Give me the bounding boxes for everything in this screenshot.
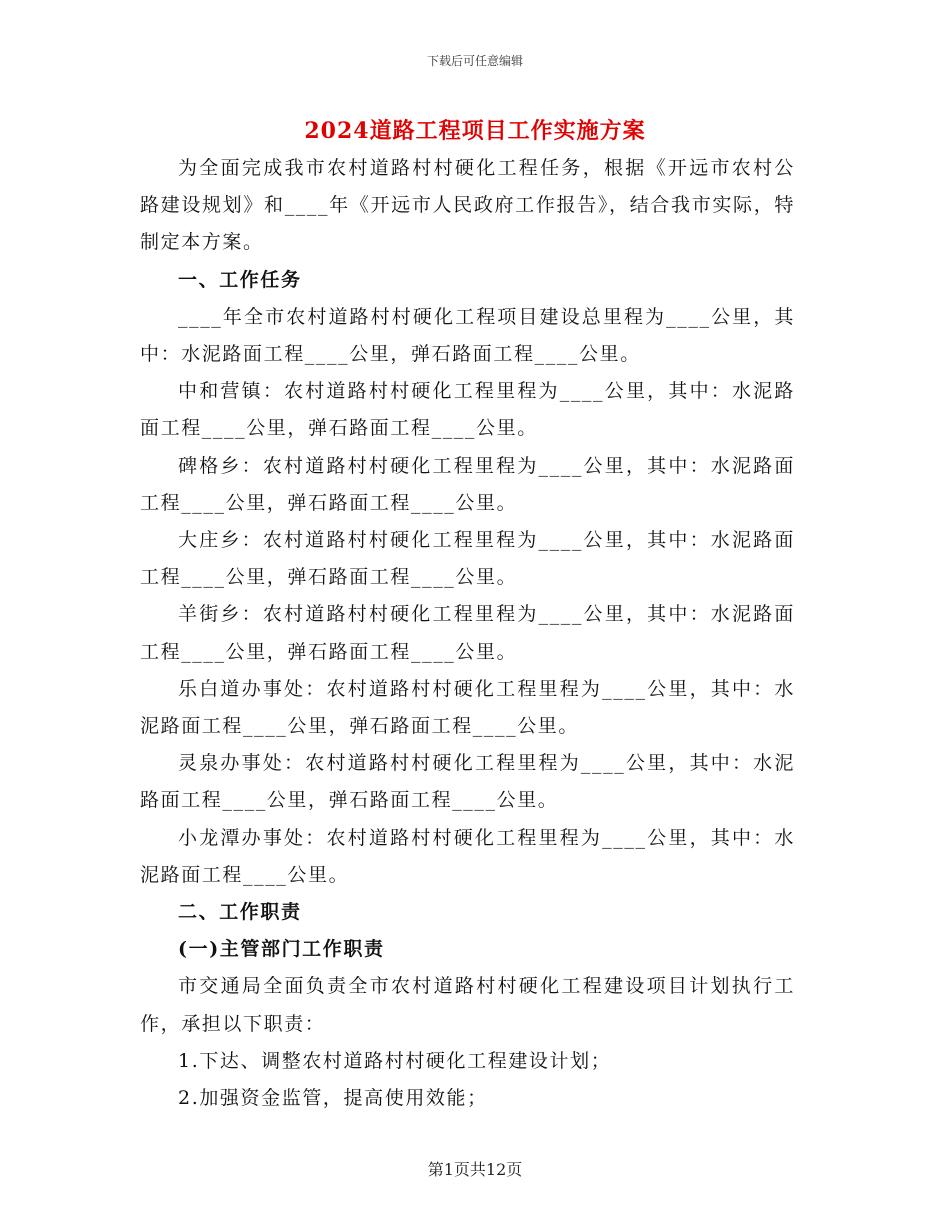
paragraph-total-mileage: ____年全市农村道路村村硬化工程项目建设总里程为____公里，其中：水泥路面工程____公里，弹石路面工程____公里。 (140, 305, 795, 366)
section-heading-tasks: 一、工作任务 (178, 268, 302, 291)
document-title: 2024道路工程项目工作实施方案 (304, 118, 646, 144)
paragraph-zhongheying: 中和营镇：农村道路村村硬化工程里程为____公里，其中：水泥路面工程____公里，弹石路面工程____公里。 (140, 380, 795, 440)
list-item-2: 2.加强资金监管，提高使用效能； (178, 1087, 488, 1110)
list-item-1: 1.下达、调整农村道路村村硬化工程建设计划； (178, 1049, 612, 1072)
paragraph-lebaidao: 乐白道办事处：农村道路村村硬化工程里程为____公里，其中：水泥路面工程____公里，弹石路面工程____公里。 (140, 677, 795, 738)
paragraph-transport-bureau: 市交通局全面负责全市农村道路村村硬化工程建设项目计划执行工作，承担以下职责： (140, 975, 795, 1035)
paragraph-xiaolongtan: 小龙潭办事处：农村道路村村硬化工程里程为____公里，其中：水泥路面工程____公里。 (140, 826, 795, 886)
paragraph-dazhuang: 大庄乡：农村道路村村硬化工程里程为____公里，其中：水泥路面工程____公里，弹石路面工程____公里。 (140, 529, 795, 589)
page-footer: 第1页共12页 (427, 1160, 523, 1179)
paragraph-yangjie: 羊街乡：农村道路村村硬化工程里程为____公里，其中：水泥路面工程____公里，弹石路面工程____公里。 (140, 603, 795, 663)
paragraph-lingquan: 灵泉办事处：农村道路村村硬化工程里程为____公里，其中：水泥路面工程____公里，弹石路面工程____公里。 (140, 752, 795, 812)
subsection-heading-dept-duties: (一)主管部门工作职责 (178, 938, 385, 961)
document-body (140, 150, 795, 1117)
paragraph-beige: 碑格乡：农村道路村村硬化工程里程为____公里，其中：水泥路面工程____公里，弹石路面工程____公里。 (140, 454, 795, 514)
section-heading-duties: 二、工作职责 (178, 901, 302, 924)
intro-paragraph: 为全面完成我市农村道路村村硬化工程任务，根据《开远市农村公路建设规划》和____年《开远市人民政府工作报告》，结合我市实际，特制定本方案。 (140, 157, 795, 254)
page-header: 下载后可任意编辑 (426, 54, 523, 68)
